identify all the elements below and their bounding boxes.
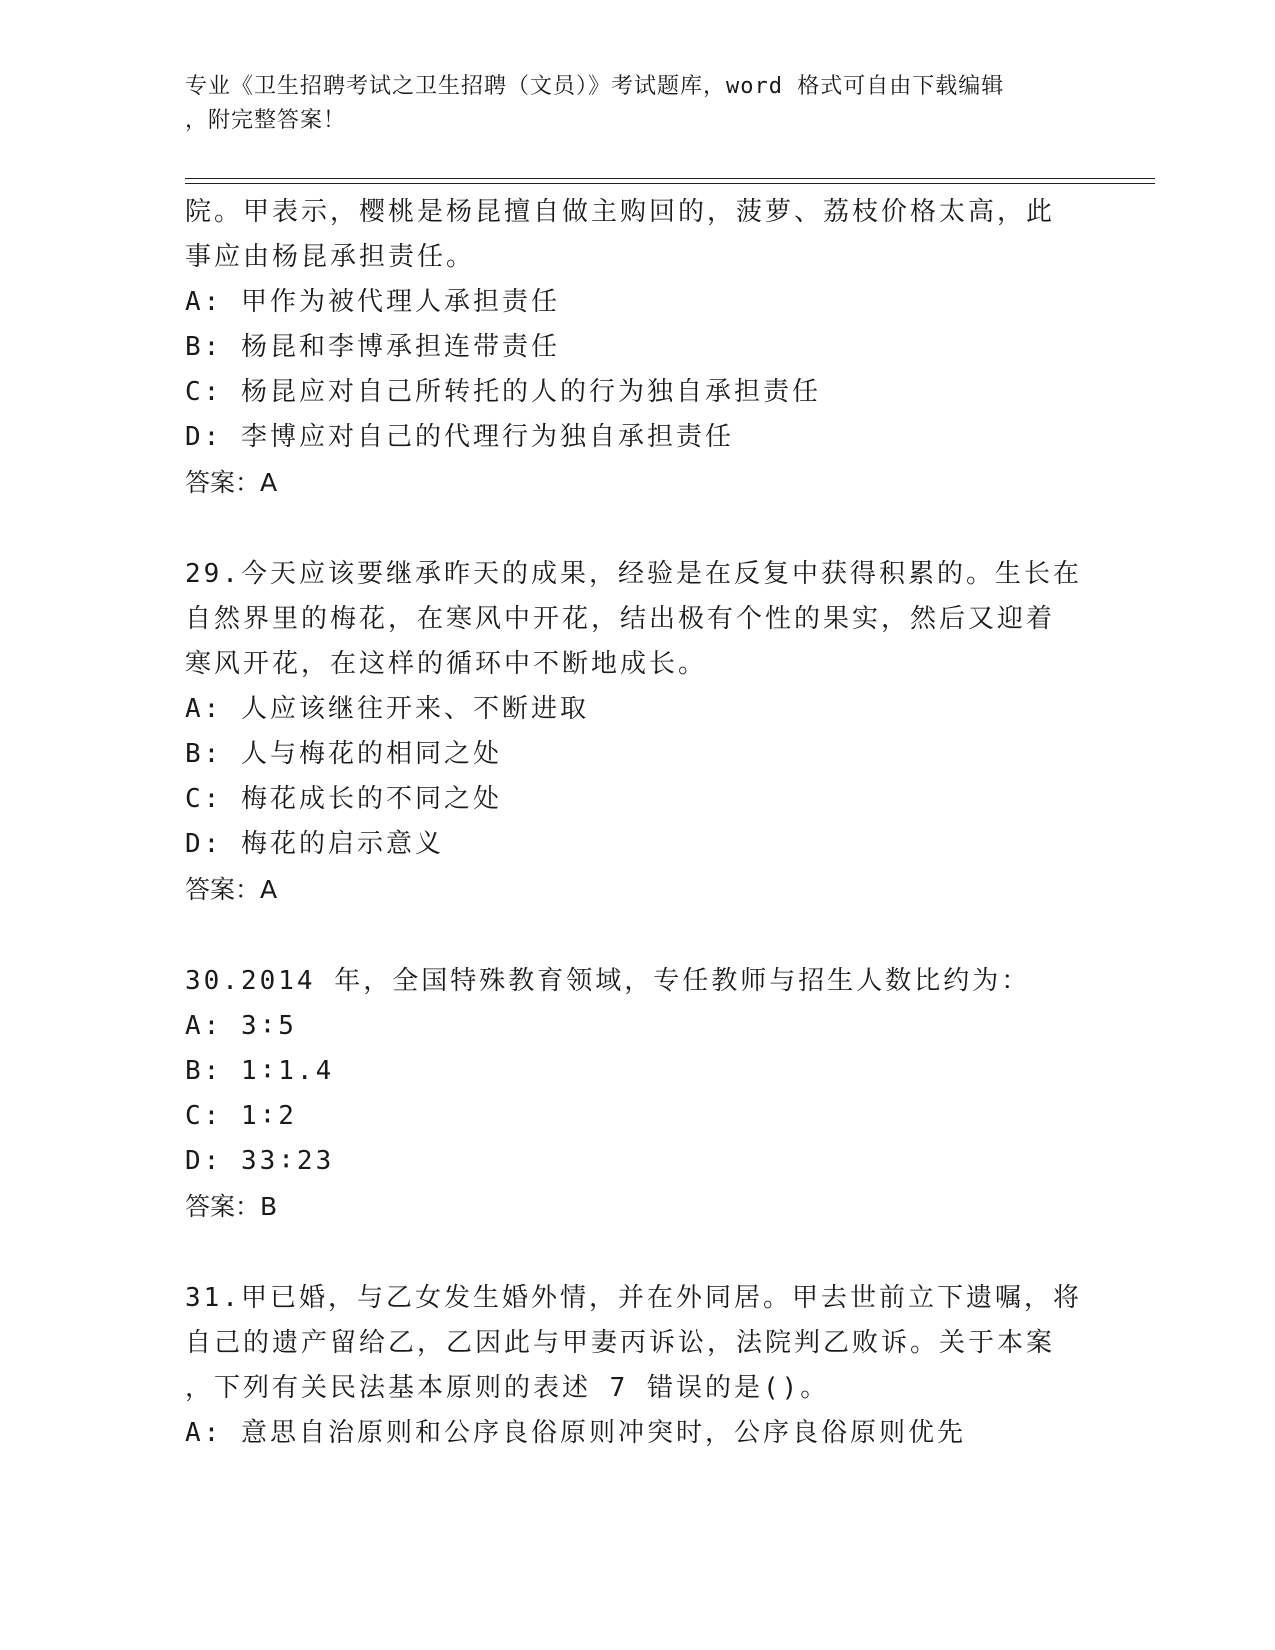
option-b: B: 1∶1.4 xyxy=(185,1056,335,1086)
header-rule-top xyxy=(185,178,1155,179)
header-line-2: ，附完整答案！ xyxy=(185,108,347,133)
question-stem-line: 寒风开花，在这样的循环中不断地成长。 xyxy=(185,649,708,679)
question-28 xyxy=(185,190,1085,505)
answer-label: 答案：A xyxy=(185,468,278,497)
question-stem-line: 院。甲表示，樱桃是杨昆擅自做主购回的，菠萝、荔枝价格太高，此 xyxy=(185,197,1056,227)
option-a: A: 人应该继往开来、不断进取 xyxy=(185,694,589,724)
option-a: A: 甲作为被代理人承担责任 xyxy=(185,287,560,317)
option-b: B: 人与梅花的相同之处 xyxy=(185,739,502,769)
question-29 xyxy=(185,552,1085,912)
question-stem-line: ，下列有关民法基本原则的表述 7 错误的是()。 xyxy=(185,1373,830,1403)
question-stem-line: 31.甲已婚，与乙女发生婚外情，并在外同居。甲去世前立下遗嘱，将 xyxy=(185,1283,1082,1313)
header-rule-bottom xyxy=(185,183,1155,184)
option-d: D: 李博应对自己的代理行为独自承担责任 xyxy=(185,422,734,452)
question-stem-line: 事应由杨昆承担责任。 xyxy=(185,242,476,272)
option-c: C: 1∶2 xyxy=(185,1101,297,1131)
option-d: D: 梅花的启示意义 xyxy=(185,829,444,859)
option-c: C: 杨昆应对自己所转托的人的行为独自承担责任 xyxy=(185,377,821,407)
answer-label: 答案：A xyxy=(185,875,278,904)
option-b: B: 杨昆和李博承担连带责任 xyxy=(185,332,560,362)
document-body xyxy=(185,190,1085,1456)
option-a: A: 3∶5 xyxy=(185,1011,297,1041)
question-stem-line: 自己的遗产留给乙，乙因此与甲妻丙诉讼，法院判乙败诉。关于本案 xyxy=(185,1328,1056,1358)
question-stem-line: 30.2014 年，全国特殊教育领域，专任教师与招生人数比约为： xyxy=(185,966,1031,996)
option-d: D: 33∶23 xyxy=(185,1146,335,1176)
header-line-1: 专业《卫生招聘考试之卫生招聘（文员）》考试题库，word 格式可自由下载编辑 xyxy=(185,74,1005,99)
question-30 xyxy=(185,959,1085,1229)
question-stem-line: 自然界里的梅花，在寒风中开花，结出极有个性的果实，然后又迎着 xyxy=(185,604,1056,634)
document-header xyxy=(185,70,1065,138)
question-stem-line: 29.今天应该要继承昨天的成果，经验是在反复中获得积累的。生长在 xyxy=(185,559,1082,589)
answer-label: 答案：B xyxy=(185,1192,278,1221)
option-c: C: 梅花成长的不同之处 xyxy=(185,784,502,814)
option-a: A: 意思自治原则和公序良俗原则冲突时，公序良俗原则优先 xyxy=(185,1418,966,1448)
question-31 xyxy=(185,1276,1085,1456)
